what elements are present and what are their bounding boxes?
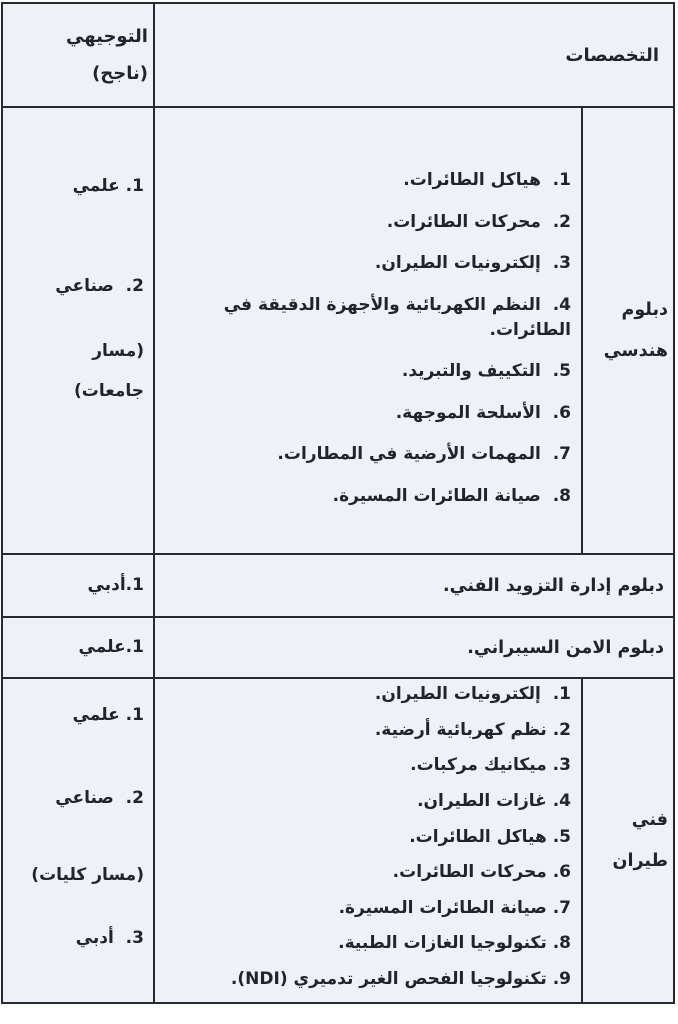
list-item: 4. غازات الطيران. (417, 790, 571, 811)
table-row (2, 678, 674, 1003)
tawjihi-cell (2, 617, 154, 678)
tawjihi-line: 1. علمي (72, 176, 144, 196)
tawjihi-line: 1.أدبي (87, 575, 144, 596)
list-item: 1. هياكل الطائرات. (403, 170, 571, 190)
list-item: 3. ميكانيك مركبات. (410, 755, 571, 776)
list-item: 5. التكييف والتبريد. (401, 361, 571, 382)
list-item: 7. المهمات الأرضية في المطارات. (277, 444, 571, 465)
tawjihi-line: جامعات) (73, 380, 144, 401)
category-cell-cyber-security-diploma: دبلوم الامن السيبراني. (154, 617, 674, 678)
specializations-list-cell (154, 107, 582, 554)
list-item: 1. إلكترونيات الطيران. (374, 684, 571, 704)
specializations-list-cell (154, 678, 582, 1003)
tawjihi-cell (2, 107, 154, 554)
list-item: 8. تكنولوجيا الغازات الطبية. (338, 933, 571, 954)
list-item: 6. الأسلحة الموجهة. (395, 402, 571, 423)
tawjihi-cell (2, 678, 154, 1003)
tawjihi-line: (مسار كليات) (31, 865, 144, 886)
header-tawjihi-line: التوجيهي (66, 25, 148, 47)
list-item: 4. النظم الكهربائية والأجهزة الدقيقة في الطائرات. (223, 294, 571, 340)
tawjihi-cell (2, 554, 154, 617)
list-item: 3. إلكترونيات الطيران. (374, 253, 571, 274)
table-row (2, 554, 674, 617)
list-item: 5. هياكل الطائرات. (409, 826, 571, 847)
table-row (2, 617, 674, 678)
tawjihi-line: 1.علمي (78, 637, 144, 658)
tawjihi-line: (مسار (92, 341, 144, 362)
list-item: 6. محركات الطائرات. (392, 862, 571, 883)
header-tawjihi-cell (2, 3, 154, 107)
header-specializations-cell (154, 3, 674, 107)
list-item: 8. صيانة الطائرات المسيرة. (332, 486, 571, 507)
category-cell-engineering-diploma: دبلوم هندسي (582, 107, 674, 554)
table-row (2, 107, 674, 554)
list-item: 9. تكنولوجيا الفحص الغير تدميري (NDI). (230, 969, 571, 990)
category-cell-aviation-technician: فني طيران (582, 678, 674, 1003)
list-item: 2. محركات الطائرات. (386, 211, 571, 232)
header-tawjihi-line: (ناجح) (92, 63, 148, 84)
tawjihi-line: 1. علمي (72, 705, 144, 725)
tawjihi-line: 2. صناعي (55, 275, 144, 296)
list-item: 7. صيانة الطائرات المسيرة. (338, 897, 571, 918)
tawjihi-line: 3. أدبي (75, 927, 144, 948)
table-header-row (2, 3, 674, 107)
list-item: 2. نظم كهربائية أرضية. (374, 719, 571, 740)
tawjihi-line: 2. صناعي (55, 787, 144, 808)
header-specializations-label: التخصصات (565, 44, 659, 66)
specializations-table (1, 2, 675, 1004)
category-cell-technical-supply-diploma: دبلوم إدارة التزويد الفني. (154, 554, 674, 617)
